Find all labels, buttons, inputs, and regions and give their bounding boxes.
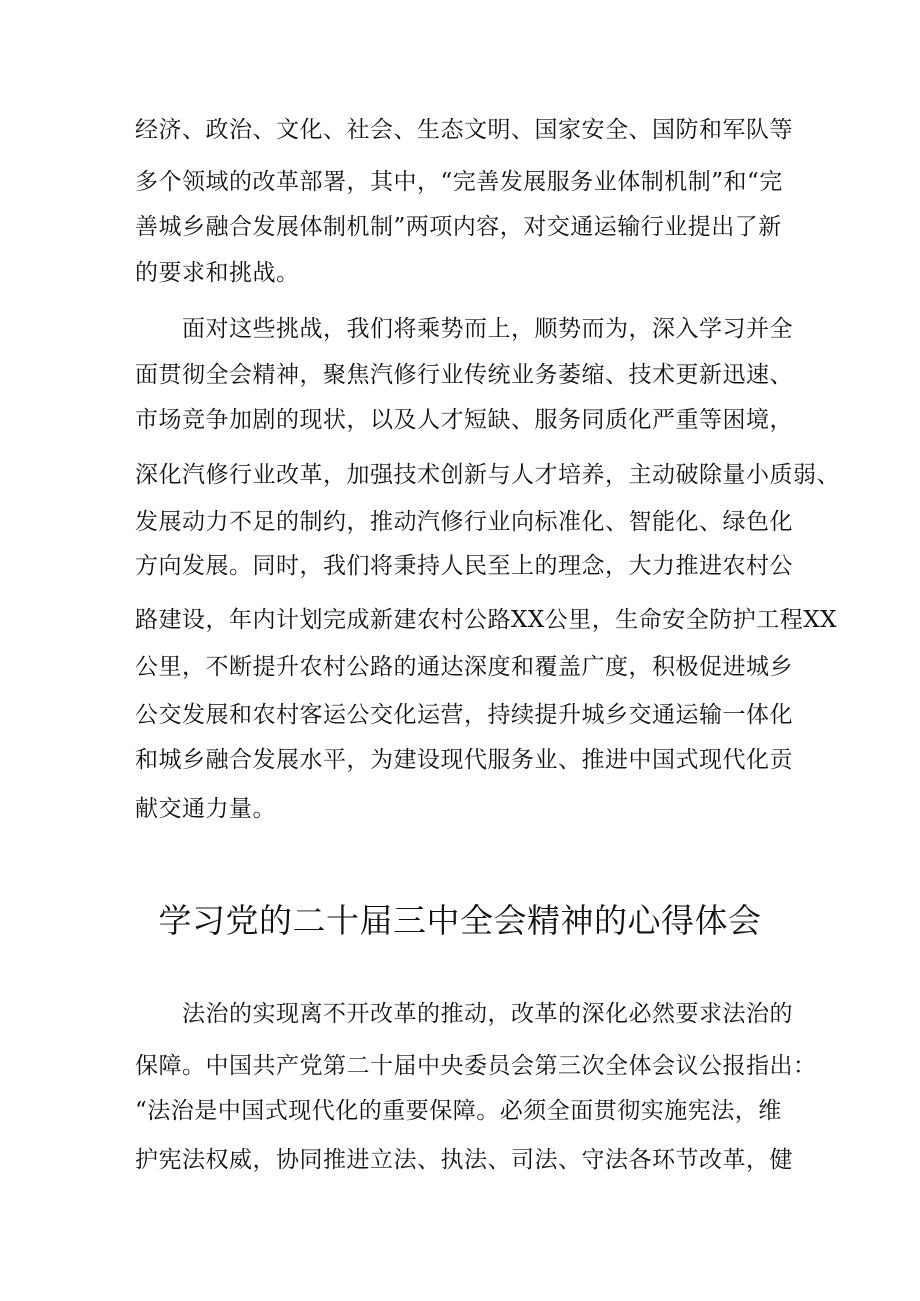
paragraph-2-line-3: 市场竞争加剧的现状，以及人才短缺、服务同质化严重等困境， bbox=[135, 407, 793, 433]
paragraph-3-line-2: 保障。中国共产党第二十届中央委员会第三次全体会议公报指出： bbox=[135, 1053, 817, 1079]
paragraph-2-line-6: 方向发展。同时，我们将秉持人民至上的理念，大力推进农村公 bbox=[135, 553, 793, 579]
paragraph-2-line-11: 献交通力量。 bbox=[135, 796, 276, 822]
paragraph-1-line-3: 善城乡融合发展体制机制”两项内容，对交通运输行业提出了新 bbox=[135, 214, 782, 240]
paragraph-1-line-4: 的要求和挑战。 bbox=[135, 260, 300, 286]
paragraph-3-line-1: 法治的实现离不开改革的推动，改革的深化必然要求法治的 bbox=[182, 1001, 793, 1027]
section-title: 学习党的二十届三中全会精神的心得体会 bbox=[158, 901, 762, 940]
paragraph-2-line-10: 和城乡融合发展水平，为建设现代服务业、推进中国式现代化贡 bbox=[135, 747, 793, 773]
paragraph-2-line-9: 公交发展和农村客运公交化运营，持续提升城乡交通运输一体化 bbox=[135, 702, 793, 728]
paragraph-2-line-1: 面对这些挑战，我们将乘势而上，顺势而为，深入学习并全 bbox=[182, 316, 793, 342]
paragraph-2-line-5: 发展动力不足的制约，推动汽修行业向标准化、智能化、绿色化 bbox=[135, 509, 793, 535]
paragraph-2-line-7: 路建设，年内计划完成新建农村公路XX公里，生命安全防护工程XX bbox=[135, 607, 837, 633]
paragraph-1-line-2: 多个领域的改革部署，其中，“完善发展服务业体制机制”和“完 bbox=[135, 169, 783, 195]
paragraph-3-line-4: 护宪法权威，协同推进立法、执法、司法、守法各环节改革，健 bbox=[135, 1147, 793, 1173]
paragraph-2-line-8: 公里，不断提升农村公路的通达深度和覆盖广度，积极促进城乡 bbox=[135, 654, 793, 680]
paragraph-3-line-3: “法治是中国式现代化的重要保障。必须全面贯彻实施宪法，维 bbox=[135, 1098, 782, 1124]
paragraph-2-line-4: 深化汽修行业改革，加强技术创新与人才培养，主动破除量小质弱、 bbox=[135, 462, 840, 488]
paragraph-1-line-1: 经济、政治、文化、社会、生态文明、国家安全、国防和军队等 bbox=[135, 117, 793, 143]
paragraph-2-line-2: 面贯彻全会精神，聚焦汽修行业传统业务萎缩、技术更新迅速、 bbox=[135, 362, 793, 388]
